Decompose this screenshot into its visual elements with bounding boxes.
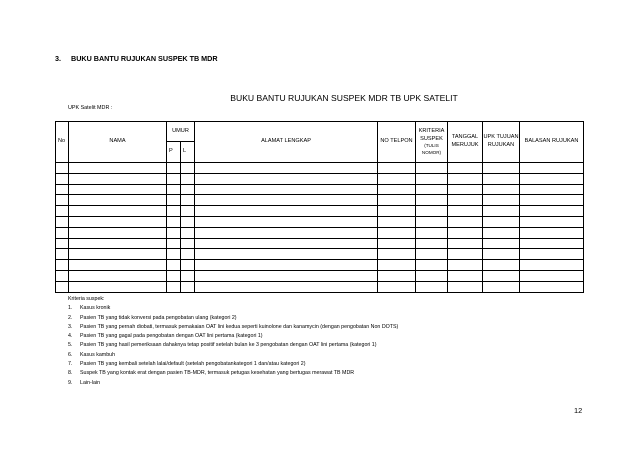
table-cell [483, 238, 520, 249]
criteria-item-number: 1. [68, 305, 73, 312]
table-cell [69, 173, 167, 184]
criteria-label: Kriteria suspek: [68, 296, 105, 302]
table-cell [69, 260, 167, 271]
criteria-item-text: Kasus kambuh [80, 351, 116, 358]
criteria-item-text: Kasus kronik [80, 305, 111, 312]
table-cell [181, 195, 195, 206]
table-cell [520, 227, 584, 238]
table-cell [167, 238, 181, 249]
table-cell [520, 206, 584, 217]
criteria-item [68, 341, 398, 350]
table-cell [483, 184, 520, 195]
book-title: BUKU BANTU RUJUKAN SUSPEK MDR TB UPK SATELIT [230, 93, 458, 103]
table-cell [378, 216, 416, 227]
table-row [56, 163, 584, 174]
table-cell [69, 184, 167, 195]
table-cell [520, 238, 584, 249]
table-row [56, 281, 584, 292]
table-row [56, 184, 584, 195]
table-cell [520, 260, 584, 271]
table-cell [181, 227, 195, 238]
register-body [56, 163, 584, 293]
table-cell [56, 238, 69, 249]
table-cell [195, 249, 378, 260]
table-cell [448, 184, 483, 195]
table-cell [483, 163, 520, 174]
table-cell [69, 216, 167, 227]
table-cell [195, 184, 378, 195]
section-title: BUKU BANTU RUJUKAN SUSPEK TB MDR [71, 54, 218, 63]
table-row [56, 260, 584, 271]
table-cell [181, 216, 195, 227]
table-cell [167, 184, 181, 195]
table-cell [181, 249, 195, 260]
table-cell [167, 195, 181, 206]
header-nama: NAMA [69, 122, 167, 163]
table-cell [378, 281, 416, 292]
criteria-item-number: 6. [68, 351, 73, 358]
table-cell [167, 227, 181, 238]
table-cell [448, 206, 483, 217]
table-cell [520, 270, 584, 281]
table-cell [181, 163, 195, 174]
table-cell [181, 260, 195, 271]
criteria-item [68, 304, 398, 313]
header-telpon: NO TELPON [378, 122, 416, 163]
table-cell [448, 281, 483, 292]
table-cell [416, 260, 448, 271]
table-cell [448, 238, 483, 249]
header-balasan: BALASAN RUJUKAN [520, 122, 584, 163]
table-cell [167, 163, 181, 174]
table-cell [195, 163, 378, 174]
table-cell [378, 260, 416, 271]
table-cell [416, 281, 448, 292]
table-row [56, 238, 584, 249]
table-cell [520, 195, 584, 206]
table-cell [483, 216, 520, 227]
table-cell [416, 270, 448, 281]
table-cell [195, 281, 378, 292]
table-cell [167, 249, 181, 260]
table-cell [416, 216, 448, 227]
header-umur-p: P [167, 142, 181, 163]
table-cell [181, 173, 195, 184]
table-cell [448, 163, 483, 174]
header-umur-l: L [181, 142, 195, 163]
table-cell [448, 260, 483, 271]
table-cell [56, 227, 69, 238]
upk-satelit-label: UPK Satelit MDR : [68, 105, 113, 111]
table-cell [181, 281, 195, 292]
section-number: 3. [55, 54, 61, 63]
table-cell [181, 270, 195, 281]
table-row [56, 249, 584, 260]
criteria-item-text: Lain-lain [80, 379, 101, 386]
table-cell [378, 173, 416, 184]
table-cell [378, 238, 416, 249]
table-cell [378, 206, 416, 217]
criteria-item [68, 323, 398, 332]
table-cell [56, 195, 69, 206]
header-upk-line2: RUJUKAN [487, 142, 515, 148]
table-cell [416, 249, 448, 260]
table-cell [378, 184, 416, 195]
header-upk-line1: UPK TUJUAN [483, 134, 519, 141]
table-cell [520, 281, 584, 292]
criteria-section [68, 295, 398, 388]
criteria-item-text: Suspek TB yang kontak erat dengan pasien TB-MDR, termasuk petugas kesehatan yang bertugas merawat TB MDR [80, 370, 355, 377]
table-cell [195, 173, 378, 184]
table-row [56, 195, 584, 206]
table-row [56, 270, 584, 281]
header-tanggal-line1: TANGGAL [451, 134, 479, 141]
table-cell [483, 260, 520, 271]
table-cell [483, 206, 520, 217]
table-cell [378, 227, 416, 238]
table-cell [483, 227, 520, 238]
header-kriteria-line1: KRITERIA [418, 128, 445, 135]
table-cell [195, 195, 378, 206]
criteria-item-text: Pasien TB yang tidak konversi pada pengobatan ulang (kategori 2) [80, 314, 237, 321]
criteria-item-text: Pasien TB yang hasil pemeriksaan dahaknya tetap positif setelah bulan ke 3 pengobatan dengan OAT lini pertama (kategori 1) [80, 342, 377, 349]
table-cell [167, 260, 181, 271]
table-cell [181, 184, 195, 195]
criteria-item-number: 3. [68, 323, 73, 330]
table-cell [56, 216, 69, 227]
table-cell [56, 270, 69, 281]
header-no: No [56, 122, 69, 163]
table-cell [56, 249, 69, 260]
header-kriteria-line3: (TULIS [424, 143, 439, 149]
criteria-item-number: 4. [68, 333, 73, 340]
table-cell [69, 238, 167, 249]
header-tanggal-line2: MERUJUK [451, 142, 479, 148]
criteria-item-text: Pasien TB yang gagal pada pengobatan dengan OAT lini pertama (kategori 1) [80, 333, 263, 340]
table-cell [483, 173, 520, 184]
table-cell [56, 281, 69, 292]
table-cell [195, 260, 378, 271]
table-cell [167, 270, 181, 281]
table-cell [520, 163, 584, 174]
table-cell [56, 260, 69, 271]
table-cell [448, 227, 483, 238]
table-cell [167, 216, 181, 227]
table-cell [448, 249, 483, 260]
table-cell [56, 163, 69, 174]
table-row [56, 173, 584, 184]
table-row [56, 206, 584, 217]
header-kriteria [416, 122, 448, 163]
criteria-item [68, 360, 398, 369]
header-kriteria-line2: SUSPEK [420, 135, 443, 142]
criteria-item [68, 379, 398, 388]
table-cell [483, 195, 520, 206]
page-number: 12 [574, 406, 583, 415]
criteria-item [68, 314, 398, 323]
table-row [56, 216, 584, 227]
criteria-item-text: Pasien TB yang kembali setelah lalai/default (setelah pengobatankategori 1 dan/atau kategori 2) [80, 361, 306, 368]
table-cell [520, 184, 584, 195]
table-cell [167, 281, 181, 292]
table-cell [69, 163, 167, 174]
table-cell [483, 270, 520, 281]
criteria-item-number: 2. [68, 314, 73, 321]
table-cell [69, 195, 167, 206]
criteria-item [68, 332, 398, 341]
table-cell [195, 206, 378, 217]
table-cell [378, 163, 416, 174]
criteria-item-text: Pasien TB yang pernah diobati, termasuk pemakaian OAT lini kedua seperti kuinolone dan kanamycin (dengan pengobatan Non DOTS) [80, 323, 399, 330]
table-cell [520, 249, 584, 260]
table-cell [416, 195, 448, 206]
table-cell [195, 216, 378, 227]
table-cell [195, 270, 378, 281]
criteria-item [68, 351, 398, 360]
table-cell [69, 249, 167, 260]
table-cell [448, 216, 483, 227]
table-cell [416, 238, 448, 249]
table-cell [181, 238, 195, 249]
table-row [56, 227, 584, 238]
referral-register-table [55, 121, 584, 293]
table-cell [448, 173, 483, 184]
section-heading [55, 54, 218, 63]
table-cell [378, 249, 416, 260]
criteria-item-number: 5. [68, 342, 73, 349]
table-cell [181, 206, 195, 217]
table-cell [69, 227, 167, 238]
table-cell [69, 270, 167, 281]
table-cell [69, 206, 167, 217]
table-cell [416, 173, 448, 184]
criteria-item-number: 9. [68, 379, 73, 386]
table-cell [448, 195, 483, 206]
table-cell [56, 184, 69, 195]
header-kriteria-line4: NOMOR) [421, 149, 442, 155]
criteria-list [68, 304, 398, 388]
criteria-item-number: 8. [68, 370, 73, 377]
table-cell [167, 173, 181, 184]
header-tanggal [448, 122, 483, 163]
table-cell [483, 281, 520, 292]
header-upk-tujuan [483, 122, 520, 163]
table-cell [520, 173, 584, 184]
header-umur: UMUR [167, 122, 195, 142]
table-cell [416, 227, 448, 238]
criteria-item [68, 369, 398, 378]
header-alamat: ALAMAT LENGKAP [195, 122, 378, 163]
table-cell [448, 270, 483, 281]
table-cell [416, 206, 448, 217]
table-cell [56, 206, 69, 217]
table-cell [416, 163, 448, 174]
table-cell [378, 270, 416, 281]
table-cell [69, 281, 167, 292]
table-cell [56, 173, 69, 184]
table-cell [416, 184, 448, 195]
table-cell [195, 227, 378, 238]
criteria-item-number: 7. [68, 361, 73, 368]
table-cell [483, 249, 520, 260]
table-cell [378, 195, 416, 206]
table-cell [167, 206, 181, 217]
table-cell [195, 238, 378, 249]
table-cell [520, 216, 584, 227]
